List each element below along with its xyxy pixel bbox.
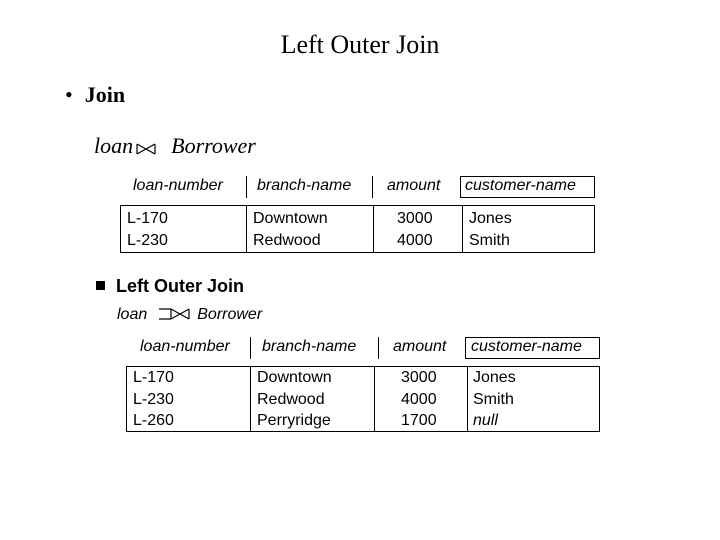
column-header-loan-number: loan-number bbox=[140, 338, 230, 355]
table-cell: Perryridge bbox=[257, 412, 331, 429]
left-outer-join-table-header bbox=[126, 337, 600, 359]
table-cell: Redwood bbox=[257, 390, 325, 408]
table-cell: Redwood bbox=[253, 231, 321, 249]
column-header-branch-name: branch-name bbox=[257, 177, 352, 194]
table-cell: 3000 bbox=[401, 369, 437, 386]
table-cell: L-230 bbox=[133, 390, 174, 408]
natural-join-icon bbox=[135, 142, 157, 156]
left-outer-join-icon bbox=[157, 306, 191, 322]
column-divider bbox=[250, 367, 251, 431]
bullet-icon: • bbox=[65, 82, 73, 107]
column-divider bbox=[374, 367, 375, 431]
left-outer-join-expression-right: Borrower bbox=[197, 306, 263, 323]
column-amount bbox=[397, 208, 433, 251]
column-branch-name bbox=[257, 367, 332, 432]
header-divider bbox=[378, 337, 379, 359]
column-loan-number bbox=[127, 208, 168, 251]
table-cell: Smith bbox=[473, 390, 514, 408]
column-header-customer-name: customer-name bbox=[471, 338, 582, 355]
column-customer-name bbox=[473, 367, 516, 432]
column-customer-name bbox=[469, 208, 512, 251]
header-box bbox=[460, 176, 595, 198]
table-cell: 3000 bbox=[397, 210, 433, 227]
column-header-branch-name: branch-name bbox=[262, 338, 357, 355]
header-box bbox=[465, 337, 600, 359]
column-header-amount: amount bbox=[387, 177, 441, 194]
table-cell: 4000 bbox=[401, 390, 437, 408]
table-cell: Jones bbox=[473, 369, 516, 386]
column-header-loan-number: loan-number bbox=[133, 177, 223, 194]
column-divider bbox=[467, 367, 468, 431]
column-branch-name bbox=[253, 208, 328, 251]
table-cell: 4000 bbox=[397, 231, 433, 249]
column-header-customer-name: customer-name bbox=[465, 177, 576, 194]
table-cell: Downtown bbox=[257, 369, 332, 386]
left-outer-join-expression-left: loan bbox=[117, 306, 148, 323]
join-table-body bbox=[120, 205, 595, 253]
table-cell: L-170 bbox=[133, 369, 174, 386]
table-cell: Downtown bbox=[253, 210, 328, 227]
column-loan-number bbox=[133, 367, 174, 432]
header-divider bbox=[246, 176, 247, 198]
column-header-amount: amount bbox=[393, 338, 447, 355]
left-outer-join-expression bbox=[117, 306, 262, 324]
table-cell: Jones bbox=[469, 210, 512, 227]
column-divider bbox=[462, 206, 463, 252]
table-cell: 1700 bbox=[401, 412, 437, 429]
table-cell: L-230 bbox=[127, 231, 168, 249]
column-divider bbox=[246, 206, 247, 252]
left-outer-join-table-body bbox=[126, 366, 600, 432]
join-expression bbox=[94, 133, 256, 159]
join-heading bbox=[65, 82, 125, 108]
left-outer-join-heading bbox=[96, 276, 244, 297]
table-cell: L-260 bbox=[133, 412, 174, 429]
join-table-header bbox=[120, 176, 595, 198]
left-outer-join-heading-label: Left Outer Join bbox=[116, 276, 245, 296]
column-amount bbox=[401, 367, 437, 432]
column-divider bbox=[373, 206, 374, 252]
table-cell: L-170 bbox=[127, 210, 168, 227]
header-divider bbox=[372, 176, 373, 198]
table-cell: Smith bbox=[469, 231, 510, 249]
join-expression-right: Borrower bbox=[171, 133, 256, 158]
square-bullet-icon bbox=[96, 281, 105, 290]
page-title: Left Outer Join bbox=[280, 30, 440, 59]
null-value-cell: null bbox=[473, 412, 498, 429]
join-expression-left: loan bbox=[94, 133, 134, 158]
join-heading-label: Join bbox=[84, 82, 126, 107]
header-divider bbox=[250, 337, 251, 359]
